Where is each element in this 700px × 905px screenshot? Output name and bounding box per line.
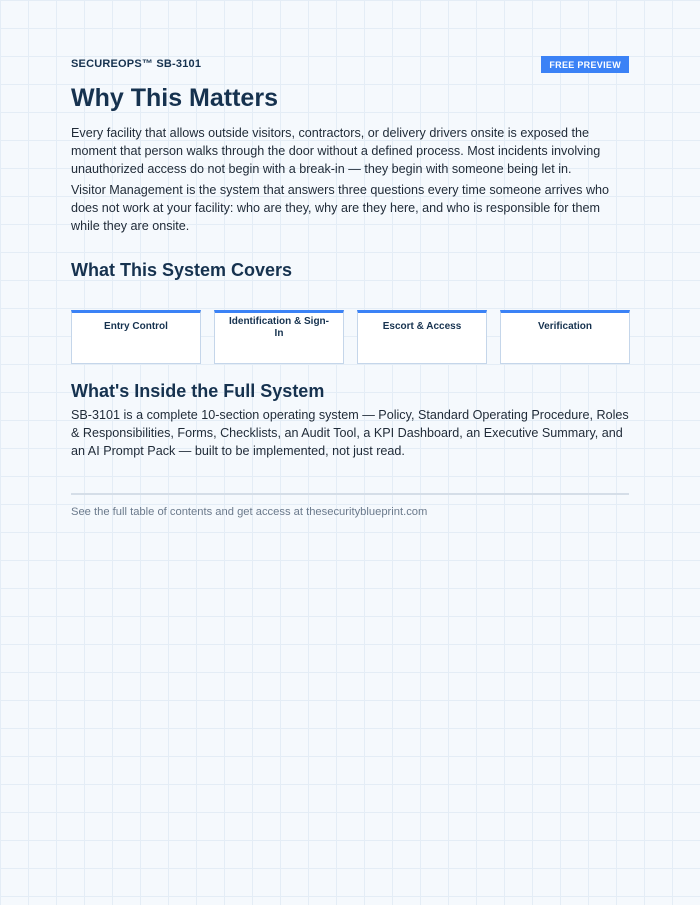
covers-card-entry-control: [71, 310, 201, 364]
document-code: SECUREOPS™ SB-3101: [71, 58, 202, 70]
covers-card-escort-access: [357, 310, 487, 364]
covers-heading: What This System Covers: [71, 260, 293, 280]
covers-card-identification: [214, 310, 344, 364]
intro-paragraph-1: Every facility that allows outside visitors, contractors, or delivery drivers onsite is exposed the moment that person walks through the door without a defined process. Most incidents involving unauthorized access do not begin with a break-in — they begin with someone being let in.: [71, 126, 601, 176]
footer-note: See the full table of contents and get access at thesecurityblueprint.com: [71, 506, 428, 518]
covers-card-verification: [500, 310, 630, 364]
inside-paragraph: SB-3101 is a complete 10-section operating system — Policy, Standard Operating Procedure, Roles & Responsibilities, Forms, Checklists, an Audit Tool, a KPI Dashboard, an Executive Summary, and an AI Prompt Pack — built to be implemented, not just read.: [71, 408, 629, 458]
covers-card-label: Escort & Access: [382, 321, 462, 332]
inside-heading: What's Inside the Full System: [71, 381, 325, 401]
covers-card-label: Verification: [538, 321, 592, 332]
intro-paragraph-2: Visitor Management is the system that answers three questions every time someone arrives who does not work at your facility: who are they, why are they here, and who is responsible for them while they are onsite.: [71, 183, 610, 233]
covers-card-label: Entry Control: [104, 321, 168, 332]
covers-card-label: Identification & Sign-In: [229, 316, 329, 339]
page-header: [71, 56, 629, 74]
section-divider: [71, 493, 629, 495]
covers-card-row: [71, 310, 629, 364]
page-title: Why This Matters: [71, 84, 278, 112]
free-preview-badge: FREE PREVIEW: [541, 56, 629, 73]
